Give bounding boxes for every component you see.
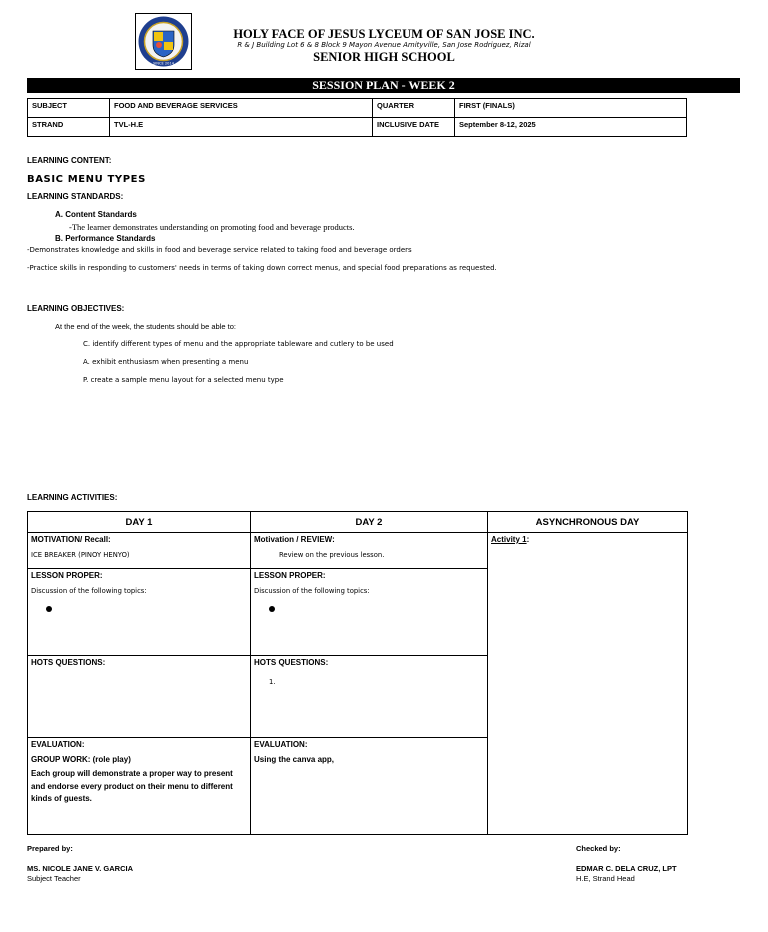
day1-motivation-text: ICE BREAKER (PINOY HENYO): [31, 551, 130, 559]
day2-motivation-text: Review on the previous lesson.: [279, 551, 385, 559]
session-title: SESSION PLAN - WEEK 2: [27, 78, 740, 93]
day2-lesson-cell: [251, 569, 488, 656]
learning-content-label: LEARNING CONTENT:: [27, 156, 112, 165]
table-row: [28, 99, 687, 118]
day1-evaluation-cell: [28, 738, 251, 835]
header-day-1: DAY 1: [28, 512, 251, 533]
checked-by-role: H.E, Strand Head: [576, 874, 635, 883]
content-standards-text: -The learner demonstrates understanding on promoting food and beverage products.: [69, 222, 355, 232]
table-header-row: [28, 512, 688, 533]
day2-hots-title: HOTS QUESTIONS:: [254, 658, 329, 667]
day2-evaluation-text: Using the canva app,: [254, 755, 335, 764]
checked-by-label: Checked by:: [576, 844, 621, 853]
performance-standards-heading: B. Performance Standards: [55, 234, 156, 243]
checked-by-name: EDMAR C. DELA CRUZ, LPT: [576, 864, 677, 873]
day1-group-work: GROUP WORK: (role play): [31, 755, 131, 764]
school-address: R & J Building Lot 6 & 8 Block 9 Mayon Avenue Amityville, San Jose Rodriguez, Rizal: [237, 41, 531, 49]
subject-label: SUBJECT: [28, 99, 110, 118]
day2-lesson-text: Discussion of the following topics:: [254, 587, 370, 595]
day2-evaluation-title: EVALUATION:: [254, 740, 308, 749]
learning-activities-label: LEARNING ACTIVITIES:: [27, 493, 118, 502]
table-row: [28, 118, 687, 137]
logo-text: SINCE 2014: [152, 61, 175, 66]
day1-group-work-text: Each group will demonstrate a proper way to present and endorse every product on their menu to different kinds of guests.: [31, 769, 233, 803]
strand-value: TVL-H.E: [110, 118, 373, 137]
quarter-value: FIRST (FINALS): [455, 99, 687, 118]
performance-standard-item: -Practice skills in responding to customers' needs in terms of taking down correct menus, and special food preparations as requested.: [27, 264, 497, 272]
day1-hots-cell: [28, 656, 251, 738]
bullet-icon: [269, 606, 275, 612]
school-department: SENIOR HIGH SCHOOL: [313, 50, 455, 64]
learning-objectives-label: LEARNING OBJECTIVES:: [27, 304, 125, 313]
header-async-day: ASYNCHRONOUS DAY: [488, 512, 688, 533]
info-table: [27, 98, 687, 137]
async-activity-label: Activity 1: [491, 535, 527, 544]
learning-standards-label: LEARNING STANDARDS:: [27, 192, 124, 201]
strand-label: STRAND: [28, 118, 110, 137]
day2-hots-cell: [251, 656, 488, 738]
activities-table: [27, 511, 688, 835]
header-day-2: DAY 2: [251, 512, 488, 533]
day1-lesson-cell: [28, 569, 251, 656]
school-logo: [135, 13, 192, 70]
objective-item: P. create a sample menu layout for a selected menu type: [83, 376, 284, 384]
topic-title: BASIC MENU TYPES: [27, 174, 146, 185]
day1-motivation-cell: [28, 533, 251, 569]
day1-lesson-title: LESSON PROPER:: [31, 571, 103, 580]
table-row: [28, 533, 688, 569]
day2-lesson-title: LESSON PROPER:: [254, 571, 326, 580]
performance-standard-item: -Demonstrates knowledge and skills in food and beverage service related to taking food and beverage orders: [27, 246, 412, 254]
quarter-label: QUARTER: [373, 99, 455, 118]
day2-motivation-title: Motivation / REVIEW:: [254, 535, 335, 544]
prepared-by-name: MS. NICOLE JANE V. GARCIA: [27, 864, 133, 873]
day1-hots-title: HOTS QUESTIONS:: [31, 658, 106, 667]
day2-evaluation-cell: [251, 738, 488, 835]
bullet-icon: [46, 606, 52, 612]
day2-motivation-cell: [251, 533, 488, 569]
content-standards-heading: A. Content Standards: [55, 210, 137, 219]
objective-item: C. identify different types of menu and the appropriate tableware and cutlery to be used: [83, 340, 394, 348]
prepared-by-label: Prepared by:: [27, 844, 73, 853]
subject-value: FOOD AND BEVERAGE SERVICES: [110, 99, 373, 118]
date-value: September 8-12, 2025: [455, 118, 687, 137]
school-name: HOLY FACE OF JESUS LYCEUM OF SAN JOSE INC.: [233, 27, 535, 41]
date-label: INCLUSIVE DATE: [373, 118, 455, 137]
day1-lesson-text: Discussion of the following topics:: [31, 587, 147, 595]
async-cell: [488, 533, 688, 835]
objective-item: A. exhibit enthusiasm when presenting a menu: [83, 358, 249, 366]
day1-evaluation-title: EVALUATION:: [31, 740, 85, 749]
objectives-intro: At the end of the week, the students should be able to:: [55, 322, 236, 331]
prepared-by-role: Subject Teacher: [27, 874, 81, 883]
day1-motivation-title: MOTIVATION/ Recall:: [31, 535, 111, 544]
async-activity-suffix: :: [526, 535, 530, 544]
day2-hots-item: 1.: [269, 678, 276, 686]
